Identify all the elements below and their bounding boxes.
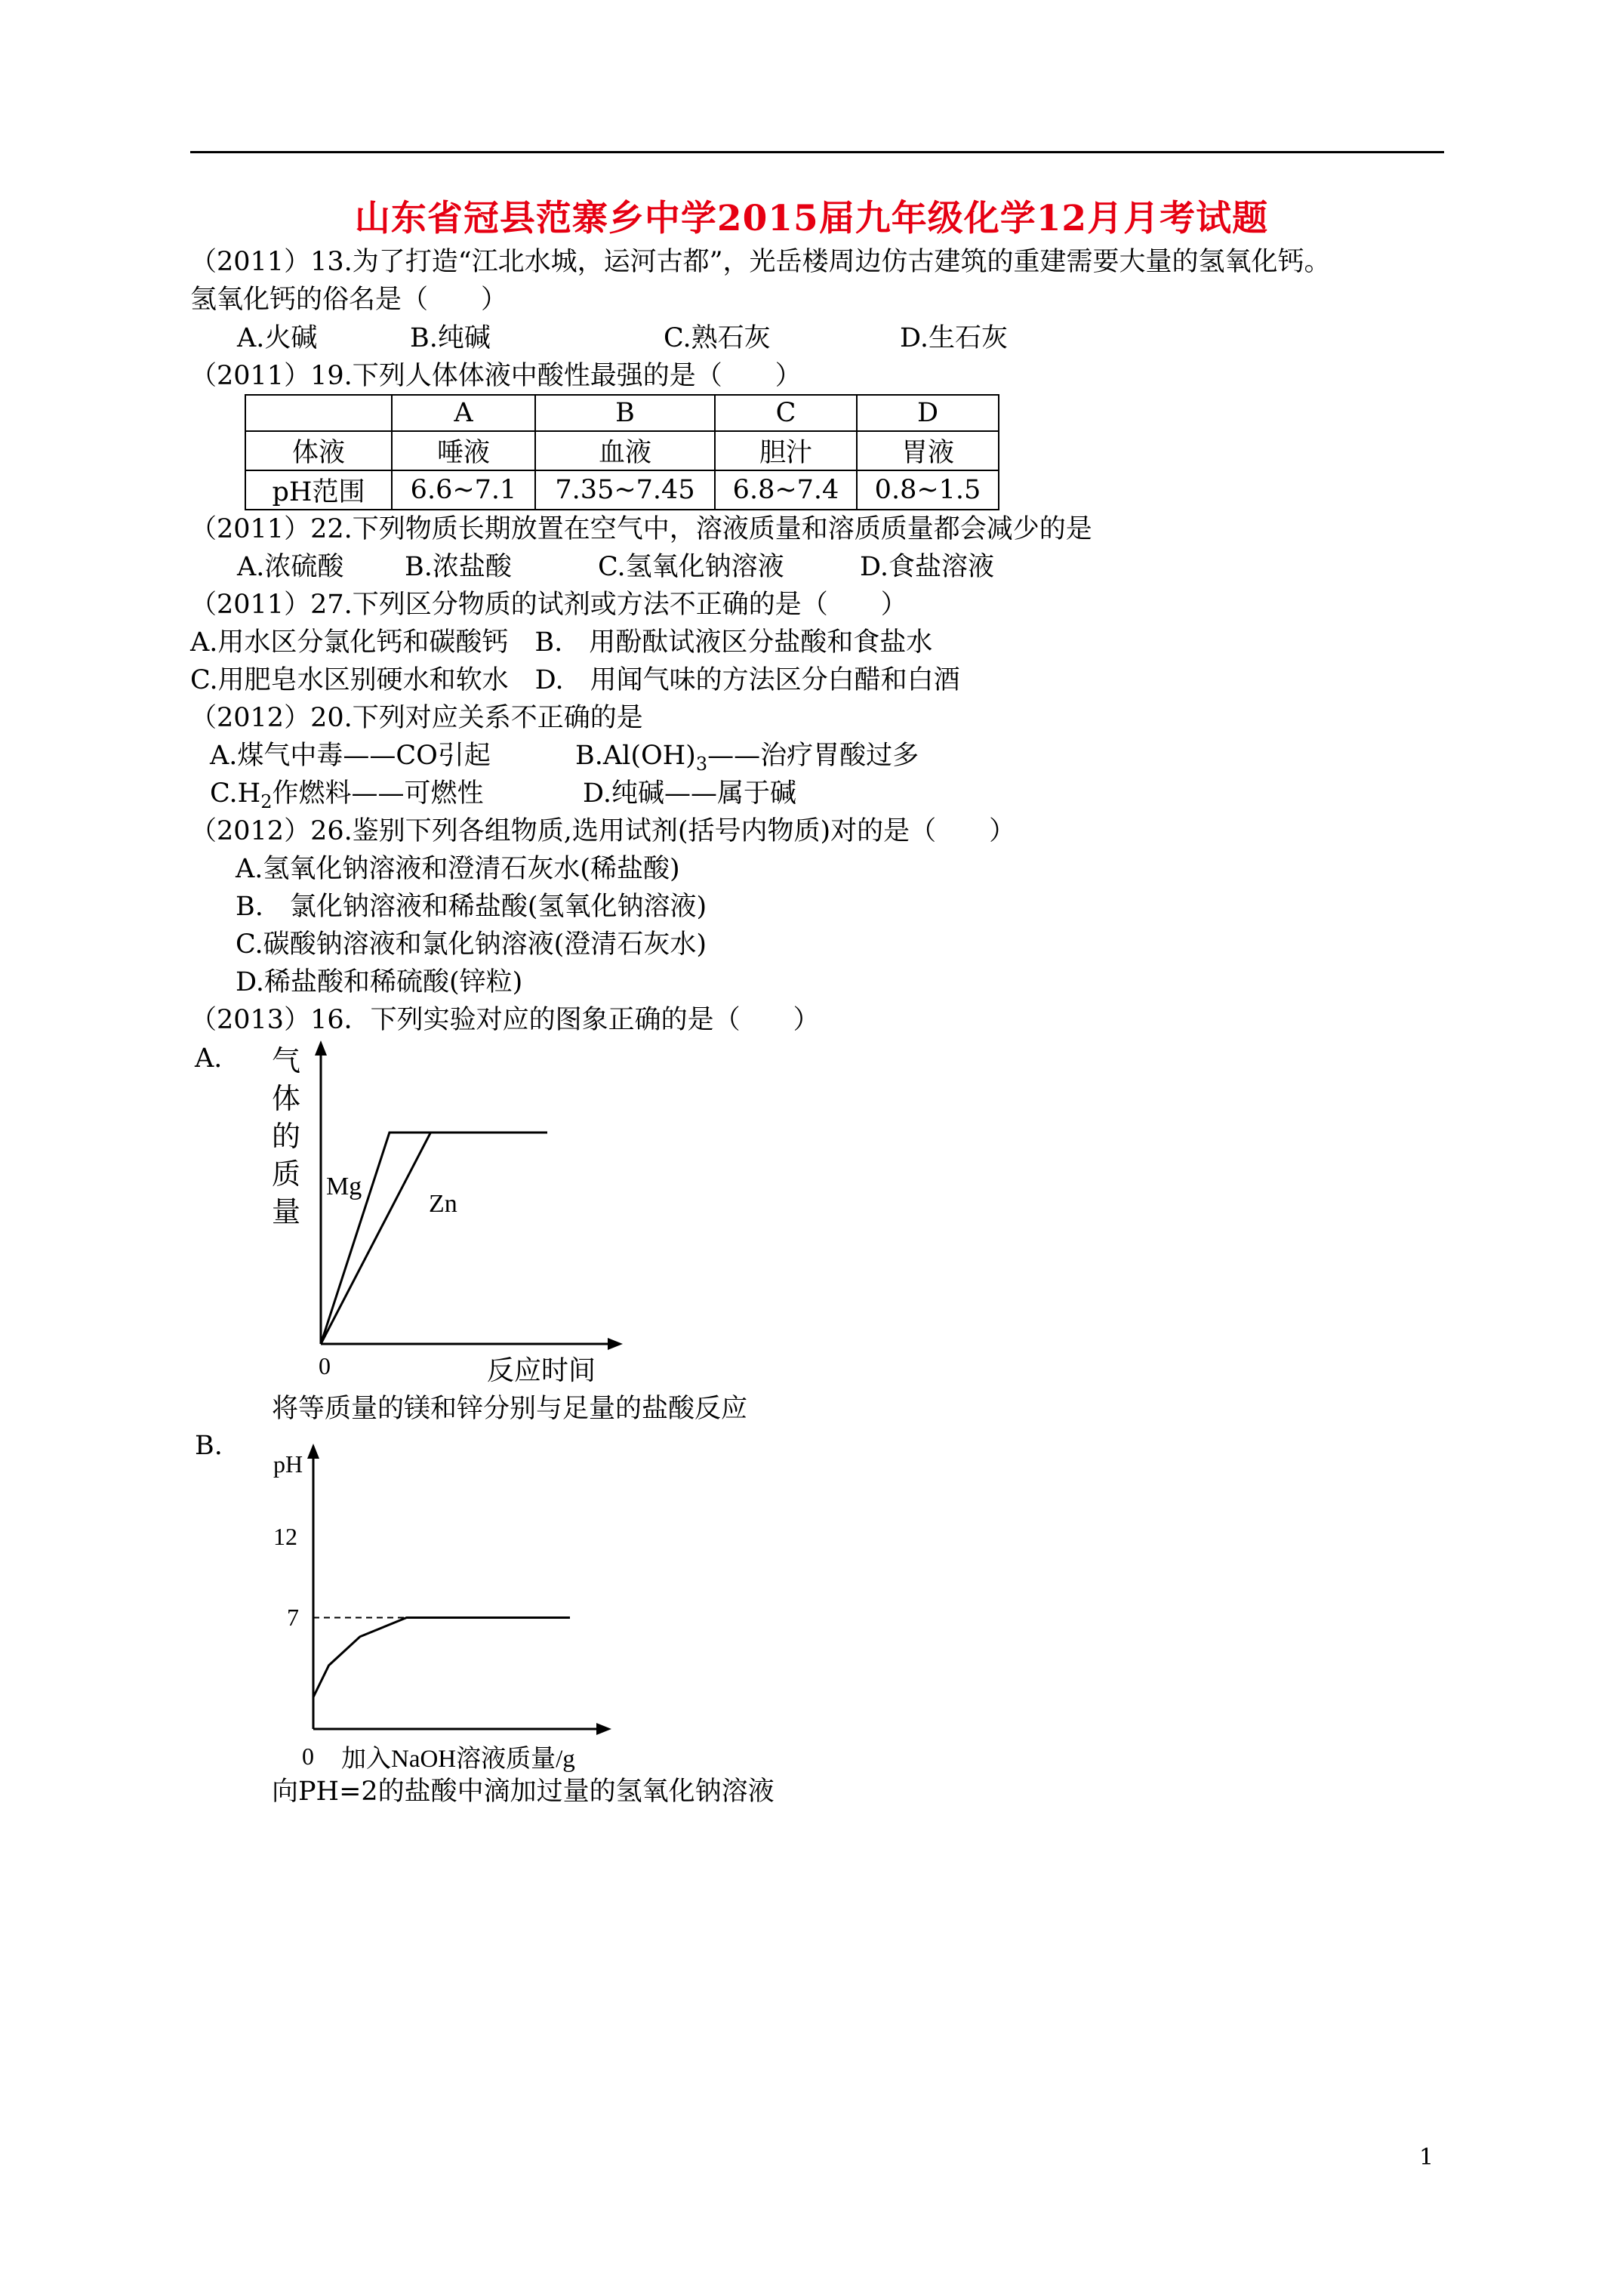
q1-option-b: B.纯碱 — [410, 323, 491, 353]
chart-a-gas-mass — [264, 1034, 642, 1389]
chart-a-origin: 0 — [319, 1352, 331, 1379]
table-cell: 6.8~7.4 — [715, 470, 857, 510]
q3-option-a: A.浓硫酸 — [237, 552, 344, 582]
chart-a-plot — [321, 1133, 547, 1344]
table-cell: 胆汁 — [715, 431, 857, 470]
header-rule — [190, 151, 1444, 153]
chart-a-series-label-mg: Mg — [326, 1173, 362, 1200]
ph-table — [245, 394, 999, 510]
q5-option-c-text-post: 作燃料——可燃性 — [272, 778, 484, 809]
q5-option-b-text-post: ——治疗胃酸过多 — [707, 741, 919, 771]
page-number: 1 — [1419, 2144, 1434, 2171]
chart-a-y-arrow — [315, 1040, 327, 1056]
table-cell: 唾液 — [392, 431, 535, 470]
table-cell: 0.8~1.5 — [857, 470, 999, 510]
chart-a-caption: 将等质量的镁和锌分别与足量的盐酸反应 — [272, 1394, 748, 1424]
chart-a-x-arrow — [608, 1338, 623, 1350]
chart-a-ylabel-char: 气 — [272, 1046, 301, 1077]
q1-option-d: D.生石灰 — [900, 323, 1008, 353]
table-cell — [245, 395, 392, 431]
q5-option-d: D.纯碱——属于碱 — [583, 778, 796, 809]
table-cell: 7.35~7.45 — [535, 470, 715, 510]
table-cell: A — [392, 395, 535, 431]
q5-option-c-text: C.H — [210, 778, 261, 809]
chart-a-series-label-zn: Zn — [429, 1190, 457, 1218]
q6-option-b: B. 氯化钠溶液和稀盐酸(氢氧化钠溶液) — [236, 892, 707, 922]
q5-option-c — [210, 777, 483, 818]
q6-option-a: A.氢氧化钠溶液和澄清石灰水(稀盐酸) — [236, 854, 680, 884]
chart-b-plot — [313, 1618, 570, 1697]
q5-stem: （2012）20.下列对应关系不正确的是 — [190, 703, 643, 733]
q1-stem-line2: 氢氧化钙的俗名是（ ） — [190, 285, 508, 315]
q3-option-d: D.食盐溶液 — [860, 552, 994, 582]
q5-option-a: A.煤气中毒——CO引起 — [210, 741, 491, 771]
table-row — [245, 431, 999, 470]
q5-option-b-text: B.Al(OH) — [575, 741, 696, 771]
table-row — [245, 470, 999, 510]
table-cell: 血液 — [535, 431, 715, 470]
chart-b-caption: 向PH=2的盐酸中滴加过量的氢氧化钠溶液 — [272, 1777, 775, 1807]
chart-b-origin: 0 — [302, 1743, 314, 1770]
chart-a-ylabel-char: 质 — [272, 1159, 301, 1191]
q6-option-c: C.碳酸钠溶液和氯化钠溶液(澄清石灰水) — [236, 929, 707, 960]
chart-b-x-arrow — [596, 1723, 611, 1735]
q7-option-a-label: A. — [195, 1043, 223, 1074]
q4-stem: （2011）27.下列区分物质的试剂或方法不正确的是（ ） — [190, 590, 907, 620]
chart-b-ytick-12: 12 — [273, 1523, 297, 1550]
table-cell: 胃液 — [857, 431, 999, 470]
q1-option-c: C.熟石灰 — [664, 323, 771, 353]
q5-option-b — [575, 739, 919, 781]
chart-a-ylabel-char: 体 — [272, 1083, 301, 1115]
q3-option-b: B.浓盐酸 — [405, 552, 512, 582]
q5-option-b-subscript: 3 — [695, 754, 708, 775]
table-cell: C — [715, 395, 857, 431]
table-cell: pH范围 — [245, 470, 392, 510]
q7-option-b-label: B. — [195, 1431, 223, 1461]
chart-a-ylabel — [272, 1046, 300, 1228]
chart-b-ytick-7: 7 — [287, 1604, 299, 1631]
chart-a-ylabel-char: 的 — [272, 1121, 301, 1153]
chart-b-series-line-0 — [313, 1618, 570, 1697]
table-cell: B — [535, 395, 715, 431]
chart-a-ylabel-char: 量 — [272, 1197, 301, 1228]
table-cell: 体液 — [245, 431, 392, 470]
q3-stem: （2011）22.下列物质长期放置在空气中，溶液质量和溶质质量都会减少的是 — [190, 514, 1092, 544]
q1-stem-line1: （2011）13.为了打造“江北水城，运河古都”，光岳楼周边仿古建筑的重建需要大量的氢氧化钙。 — [190, 247, 1331, 277]
chart-a-xlabel: 反应时间 — [487, 1355, 596, 1385]
chart-a-series-line-mg — [321, 1133, 547, 1344]
q5-option-c-subscript: 2 — [260, 791, 273, 812]
q2-stem: （2011）19.下列人体体液中酸性最强的是（ ） — [190, 361, 802, 391]
chart-b-xlabel: 加入NaOH溶液质量/g — [341, 1746, 575, 1773]
table-header-row — [245, 395, 999, 431]
chart-b-ylabel: pH — [273, 1450, 303, 1478]
q6-stem: （2012）26.鉴别下列各组物质,选用试剂(括号内物质)对的是（ ） — [190, 816, 1016, 846]
table-cell: 6.6~7.1 — [392, 470, 535, 510]
page-title: 山东省冠县范寨乡中学2015届九年级化学12月月考试题 — [354, 198, 1269, 239]
q7-stem: （2013）16．下列实验对应的图象正确的是（ ） — [190, 1005, 820, 1035]
q1-option-a: A.火碱 — [237, 323, 318, 353]
q4-options-line1: A.用水区分氯化钙和碳酸钙 B. 用酚酞试液区分盐酸和食盐水 — [190, 627, 933, 658]
table-cell: D — [857, 395, 999, 431]
chart-b-y-arrow — [307, 1444, 319, 1459]
q4-options-line2: C.用肥皂水区别硬水和软水 D. 用闻气味的方法区分白醋和白酒 — [190, 665, 960, 695]
chart-b-ph — [264, 1427, 627, 1782]
q3-option-c: C.氢氧化钠溶液 — [598, 552, 784, 582]
q6-option-d: D.稀盐酸和稀硫酸(锌粒) — [236, 967, 523, 997]
